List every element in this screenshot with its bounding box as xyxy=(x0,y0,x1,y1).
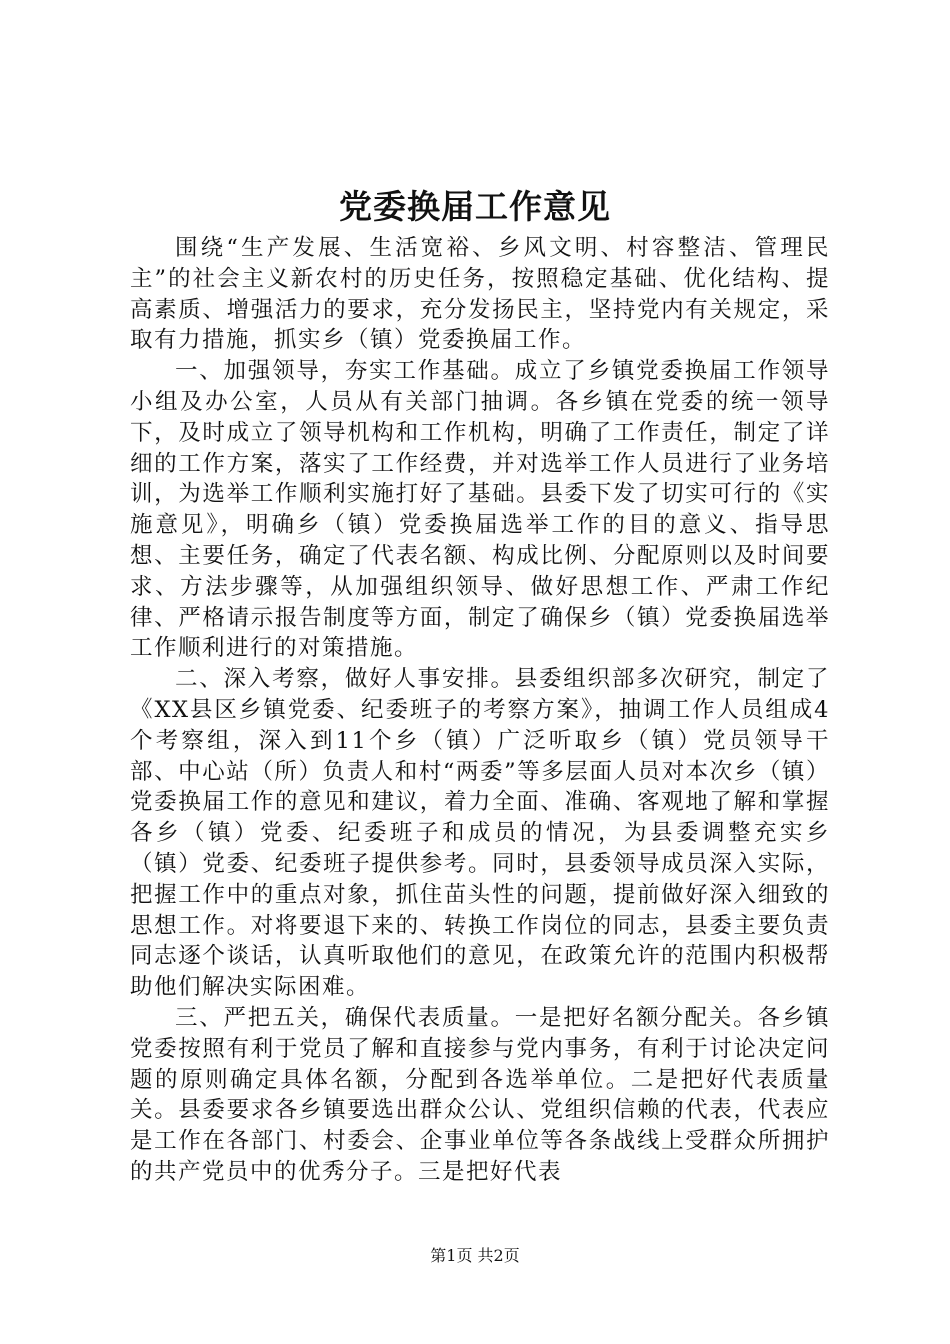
paragraph-section-2: 二、深入考察，做好人事安排。县委组织部多次研究，制定了《XX县区乡镇党委、纪委班子的考察方案》，抽调工作人员组成4个考察组，深入到11个乡（镇）广泛听取乡（镇）党员领导干部、中心站（所）负责人和村“两委”等多层面人员对本次乡（镇）党委换届工作的意见和建议，着力全面、准确、客观地了解和掌握各乡（镇）党委、纪委班子和成员的情况，为县委调整充实乡（镇）党委、纪委班子提供参考。同时，县委领导成员深入实际，把握工作中的重点对象，抓住苗头性的问题，提前做好深入细致的思想工作。对将要退下来的、转换工作岗位的同志，县委主要负责同志逐个谈话，认真听取他们的意见，在政策允许的范围内积极帮助他们解决实际困难。 xyxy=(130,666,830,1001)
paragraph-section-3: 三、严把五关，确保代表质量。一是把好名额分配关。各乡镇党委按照有利于党员了解和直接参与党内事务，有利于讨论决定问题的原则确定具体名额，分配到各选举单位。二是把好代表质量关。县委要求各乡镇要选出群众公认、党组织信赖的代表，代表应是工作在各部门、村委会、企事业单位等各条战线上受群众所拥护的共产党员中的优秀分子。三是把好代表 xyxy=(130,1004,830,1185)
page-number-footer: 第1页 共2页 xyxy=(430,1246,520,1265)
document-body xyxy=(130,233,830,1188)
document-title: 党委换届工作意见 xyxy=(339,187,611,226)
paragraph-intro: 围绕“生产发展、生活宽裕、乡风文明、村容整洁、管理民主”的社会主义新农村的历史任务，按照稳定基础、优化结构、提高素质、增强活力的要求，充分发扬民主，坚持党内有关规定，采取有力措施，抓实乡（镇）党委换届工作。 xyxy=(130,235,830,354)
paragraph-section-1: 一、加强领导，夯实工作基础。成立了乡镇党委换届工作领导小组及办公室，人员从有关部门抽调。各乡镇在党委的统一领导下，及时成立了领导机构和工作机构，明确了工作责任，制定了详细的工作方案，落实了工作经费，并对选举工作人员进行了业务培训，为选举工作顺利实施打好了基础。县委下发了切实可行的《实施意见》，明确乡（镇）党委换届选举工作的目的意义、指导思想、主要任务，确定了代表名额、构成比例、分配原则以及时间要求、方法步骤等，从加强组织领导、做好思想工作、严肃工作纪律、严格请示报告制度等方面，制定了确保乡（镇）党委换届选举工作顺利进行的对策措施。 xyxy=(130,358,830,662)
